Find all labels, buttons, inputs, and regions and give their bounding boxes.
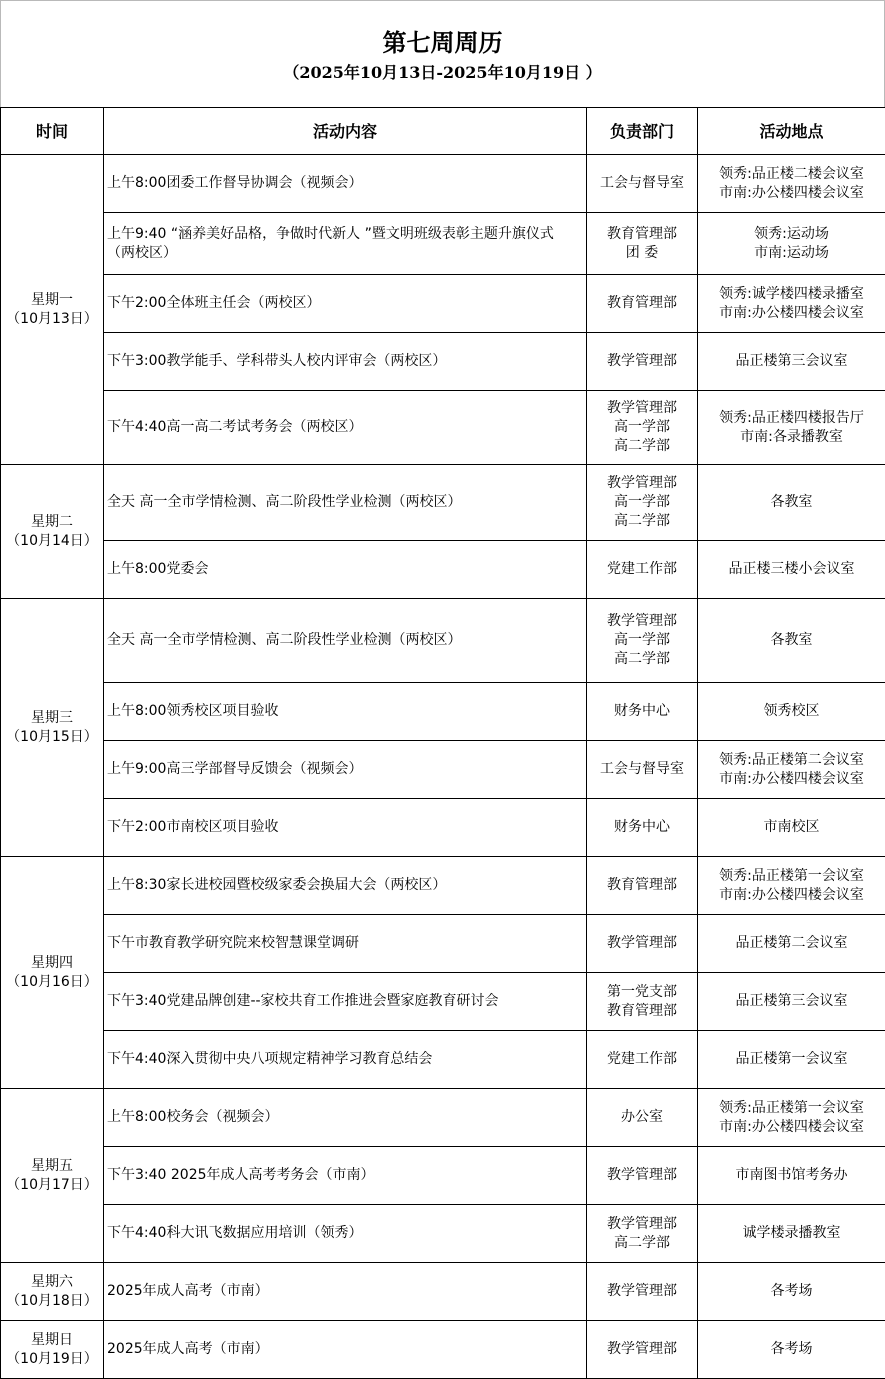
responsible-dept bbox=[587, 1147, 698, 1205]
location-line: 市南:办公楼四楼会议室 bbox=[698, 1118, 885, 1137]
location-line: 市南:运动场 bbox=[698, 244, 885, 263]
activity-location bbox=[698, 683, 885, 741]
activity-content: 上午9:00高三学部督导反馈会（视频会） bbox=[104, 741, 587, 799]
dept-line: 财务中心 bbox=[587, 702, 697, 721]
responsible-dept bbox=[587, 1089, 698, 1147]
table-row bbox=[1, 599, 885, 683]
schedule-body bbox=[1, 155, 885, 1379]
responsible-dept bbox=[587, 741, 698, 799]
location-line: 各教室 bbox=[698, 631, 885, 650]
dept-line: 教学管理部 bbox=[587, 1215, 697, 1234]
table-row bbox=[1, 465, 885, 541]
location-line: 市南:办公楼四楼会议室 bbox=[698, 770, 885, 789]
activity-content: 2025年成人高考（市南） bbox=[104, 1321, 587, 1379]
table-row bbox=[1, 1031, 885, 1089]
dept-line: 党建工作部 bbox=[587, 1050, 697, 1069]
responsible-dept bbox=[587, 799, 698, 857]
location-line: 市南:办公楼四楼会议室 bbox=[698, 886, 885, 905]
activity-content: 上午8:30家长进校园暨校级家委会换届大会（两校区） bbox=[104, 857, 587, 915]
dept-line: 教育管理部 bbox=[587, 1002, 697, 1021]
activity-location bbox=[698, 1089, 885, 1147]
activity-content: 上午8:00党委会 bbox=[104, 541, 587, 599]
title-area bbox=[0, 0, 885, 108]
activity-content: 全天 高一全市学情检测、高二阶段性学业检测（两校区） bbox=[104, 599, 587, 683]
responsible-dept bbox=[587, 1205, 698, 1263]
location-line: 领秀校区 bbox=[698, 702, 885, 721]
table-row bbox=[1, 741, 885, 799]
responsible-dept bbox=[587, 155, 698, 213]
dept-line: 高一学部 bbox=[587, 493, 697, 512]
location-line: 市南:办公楼四楼会议室 bbox=[698, 304, 885, 323]
header-time: 时间 bbox=[1, 108, 104, 155]
activity-location bbox=[698, 1321, 885, 1379]
activity-location bbox=[698, 1031, 885, 1089]
day-name: 星期六 bbox=[1, 1273, 103, 1292]
dept-line: 教育管理部 bbox=[587, 876, 697, 895]
location-line: 诚学楼录播教室 bbox=[698, 1224, 885, 1243]
date-range-subtitle: （2025年10月13日-2025年10月19日 ） bbox=[1, 63, 884, 83]
responsible-dept bbox=[587, 1031, 698, 1089]
responsible-dept bbox=[587, 1263, 698, 1321]
responsible-dept bbox=[587, 391, 698, 465]
day-cell bbox=[1, 599, 104, 857]
activity-location bbox=[698, 155, 885, 213]
location-line: 各考场 bbox=[698, 1340, 885, 1359]
activity-location bbox=[698, 541, 885, 599]
location-line: 领秀:品正楼第一会议室 bbox=[698, 867, 885, 886]
location-line: 品正楼第二会议室 bbox=[698, 934, 885, 953]
table-row bbox=[1, 1089, 885, 1147]
table-row bbox=[1, 213, 885, 275]
activity-location bbox=[698, 599, 885, 683]
header-row bbox=[1, 108, 885, 155]
activity-location bbox=[698, 857, 885, 915]
table-row bbox=[1, 857, 885, 915]
activity-location bbox=[698, 1205, 885, 1263]
responsible-dept bbox=[587, 333, 698, 391]
day-cell bbox=[1, 857, 104, 1089]
responsible-dept bbox=[587, 541, 698, 599]
table-row bbox=[1, 333, 885, 391]
responsible-dept bbox=[587, 857, 698, 915]
activity-location bbox=[698, 333, 885, 391]
activity-location bbox=[698, 391, 885, 465]
dept-line: 工会与督导室 bbox=[587, 760, 697, 779]
activity-content: 全天 高一全市学情检测、高二阶段性学业检测（两校区） bbox=[104, 465, 587, 541]
dept-line: 教育管理部 bbox=[587, 294, 697, 313]
responsible-dept bbox=[587, 1321, 698, 1379]
dept-line: 高一学部 bbox=[587, 418, 697, 437]
location-line: 领秀:品正楼第二会议室 bbox=[698, 751, 885, 770]
dept-line: 办公室 bbox=[587, 1108, 697, 1127]
day-date: （10月17日） bbox=[1, 1176, 103, 1195]
dept-line: 财务中心 bbox=[587, 818, 697, 837]
day-date: （10月14日） bbox=[1, 532, 103, 551]
day-date: （10月16日） bbox=[1, 973, 103, 992]
location-line: 各教室 bbox=[698, 493, 885, 512]
activity-location bbox=[698, 915, 885, 973]
dept-line: 高一学部 bbox=[587, 631, 697, 650]
dept-line: 教学管理部 bbox=[587, 474, 697, 493]
dept-line: 工会与督导室 bbox=[587, 174, 697, 193]
activity-content: 下午4:40科大讯飞数据应用培训（领秀） bbox=[104, 1205, 587, 1263]
location-line: 市南图书馆考务办 bbox=[698, 1166, 885, 1185]
dept-line: 高二学部 bbox=[587, 1234, 697, 1253]
location-line: 市南校区 bbox=[698, 818, 885, 837]
dept-line: 教学管理部 bbox=[587, 612, 697, 631]
header-dept: 负责部门 bbox=[587, 108, 698, 155]
activity-location bbox=[698, 741, 885, 799]
activity-location bbox=[698, 973, 885, 1031]
activity-content: 下午4:40深入贯彻中央八项规定精神学习教育总结会 bbox=[104, 1031, 587, 1089]
table-row bbox=[1, 1147, 885, 1205]
activity-content: 下午3:40党建品牌创建--家校共育工作推进会暨家庭教育研讨会 bbox=[104, 973, 587, 1031]
day-name: 星期五 bbox=[1, 1157, 103, 1176]
table-row bbox=[1, 1263, 885, 1321]
responsible-dept bbox=[587, 465, 698, 541]
day-name: 星期二 bbox=[1, 513, 103, 532]
dept-line: 教学管理部 bbox=[587, 1282, 697, 1301]
day-cell bbox=[1, 155, 104, 465]
activity-content: 2025年成人高考（市南） bbox=[104, 1263, 587, 1321]
dept-line: 高二学部 bbox=[587, 512, 697, 531]
schedule-table bbox=[0, 107, 885, 1379]
dept-line: 教育管理部 bbox=[587, 225, 697, 244]
responsible-dept bbox=[587, 915, 698, 973]
location-line: 品正楼第三会议室 bbox=[698, 352, 885, 371]
table-row bbox=[1, 799, 885, 857]
day-date: （10月18日） bbox=[1, 1292, 103, 1311]
day-cell bbox=[1, 1321, 104, 1379]
table-row bbox=[1, 541, 885, 599]
responsible-dept bbox=[587, 973, 698, 1031]
table-row bbox=[1, 1205, 885, 1263]
day-cell bbox=[1, 465, 104, 599]
table-row bbox=[1, 275, 885, 333]
location-line: 领秀:诚学楼四楼录播室 bbox=[698, 285, 885, 304]
activity-content: 下午2:00全体班主任会（两校区） bbox=[104, 275, 587, 333]
table-row bbox=[1, 155, 885, 213]
dept-line: 教学管理部 bbox=[587, 1166, 697, 1185]
table-row bbox=[1, 973, 885, 1031]
activity-content: 上午8:00校务会（视频会） bbox=[104, 1089, 587, 1147]
activity-location bbox=[698, 799, 885, 857]
table-row bbox=[1, 391, 885, 465]
dept-line: 党建工作部 bbox=[587, 560, 697, 579]
day-name: 星期一 bbox=[1, 291, 103, 310]
dept-line: 教学管理部 bbox=[587, 1340, 697, 1359]
day-name: 星期日 bbox=[1, 1331, 103, 1350]
dept-line: 团 委 bbox=[587, 244, 697, 263]
location-line: 市南:办公楼四楼会议室 bbox=[698, 184, 885, 203]
responsible-dept bbox=[587, 275, 698, 333]
location-line: 品正楼三楼小会议室 bbox=[698, 560, 885, 579]
activity-location bbox=[698, 275, 885, 333]
location-line: 品正楼第一会议室 bbox=[698, 1050, 885, 1069]
activity-location bbox=[698, 1263, 885, 1321]
day-date: （10月15日） bbox=[1, 728, 103, 747]
location-line: 品正楼第三会议室 bbox=[698, 992, 885, 1011]
activity-location bbox=[698, 1147, 885, 1205]
location-line: 领秀:品正楼第一会议室 bbox=[698, 1099, 885, 1118]
location-line: 领秀:品正楼四楼报告厅 bbox=[698, 409, 885, 428]
dept-line: 第一党支部 bbox=[587, 983, 697, 1002]
dept-line: 教学管理部 bbox=[587, 934, 697, 953]
responsible-dept bbox=[587, 683, 698, 741]
day-cell bbox=[1, 1089, 104, 1263]
day-name: 星期四 bbox=[1, 954, 103, 973]
day-date: （10月19日） bbox=[1, 1350, 103, 1369]
activity-content: 上午8:00领秀校区项目验收 bbox=[104, 683, 587, 741]
activity-location bbox=[698, 465, 885, 541]
location-line: 领秀:品正楼二楼会议室 bbox=[698, 165, 885, 184]
day-date: （10月13日） bbox=[1, 310, 103, 329]
activity-content: 上午8:00团委工作督导协调会（视频会） bbox=[104, 155, 587, 213]
activity-content: 下午市教育教学研究院来校智慧课堂调研 bbox=[104, 915, 587, 973]
dept-line: 高二学部 bbox=[587, 437, 697, 456]
table-row bbox=[1, 683, 885, 741]
day-cell bbox=[1, 1263, 104, 1321]
dept-line: 高二学部 bbox=[587, 650, 697, 669]
location-line: 市南:各录播教室 bbox=[698, 428, 885, 447]
activity-content: 下午3:00教学能手、学科带头人校内评审会（两校区） bbox=[104, 333, 587, 391]
page-title: 第七周周历 bbox=[1, 29, 884, 57]
dept-line: 教学管理部 bbox=[587, 399, 697, 418]
activity-content: 下午3:40 2025年成人高考考务会（市南） bbox=[104, 1147, 587, 1205]
header-location: 活动地点 bbox=[698, 108, 885, 155]
activity-content: 下午4:40高一高二考试考务会（两校区） bbox=[104, 391, 587, 465]
dept-line: 教学管理部 bbox=[587, 352, 697, 371]
location-line: 领秀:运动场 bbox=[698, 225, 885, 244]
responsible-dept bbox=[587, 213, 698, 275]
activity-content: 下午2:00市南校区项目验收 bbox=[104, 799, 587, 857]
activity-content: 上午9:40 “涵养美好品格，争做时代新人 ”暨文明班级表彰主题升旗仪式（两校区） bbox=[104, 213, 587, 275]
table-row bbox=[1, 1321, 885, 1379]
table-row bbox=[1, 915, 885, 973]
responsible-dept bbox=[587, 599, 698, 683]
day-name: 星期三 bbox=[1, 709, 103, 728]
activity-location bbox=[698, 213, 885, 275]
location-line: 各考场 bbox=[698, 1282, 885, 1301]
header-content: 活动内容 bbox=[104, 108, 587, 155]
